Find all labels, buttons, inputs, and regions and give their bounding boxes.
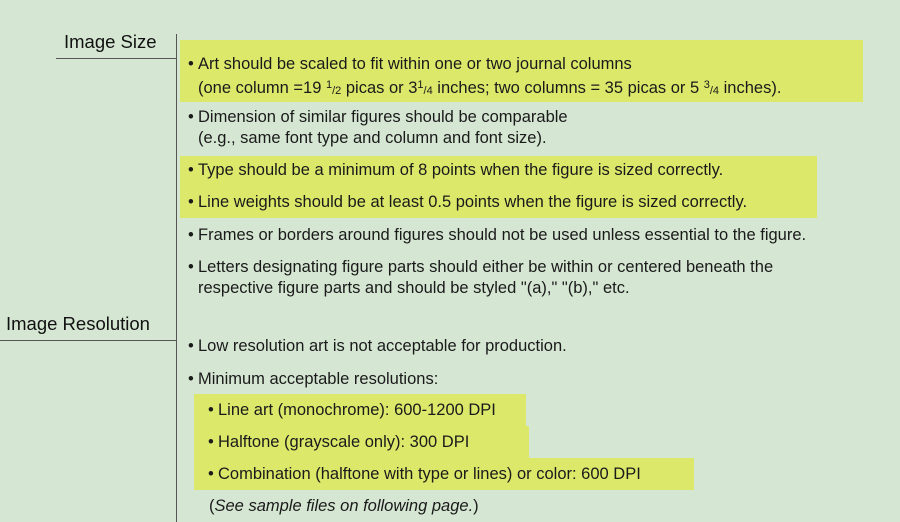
section-rule-image-resolution: [0, 340, 177, 341]
list-item: [188, 107, 568, 127]
list-item-text: Minimum acceptable resolutions:: [198, 370, 439, 388]
sub-list-item: [208, 464, 641, 484]
bullet: •: [208, 465, 214, 483]
list-item-text: Art should be scaled to fit within one or two journal columns: [198, 55, 632, 73]
fraction-denominator: /2: [332, 85, 342, 97]
bullet: •: [208, 433, 214, 451]
list-item-continuation: respective figure parts and should be styled "(a)," "(b)," etc.: [198, 279, 630, 297]
text-segment: ): [473, 497, 479, 515]
bullet: •: [208, 401, 214, 419]
note-text: [209, 496, 479, 516]
text-segment: inches).: [719, 79, 782, 97]
bullet: •: [188, 370, 194, 388]
fraction-denominator: /4: [423, 85, 433, 97]
fraction-numerator: 3: [703, 79, 710, 91]
list-item-text: Dimension of similar figures should be comparable: [198, 108, 568, 126]
list-item-text: Frames or borders around figures should not be used unless essential to the figure.: [198, 226, 807, 244]
vertical-divider: [176, 34, 177, 522]
fraction-numerator: 1: [325, 79, 333, 91]
list-item: [188, 160, 723, 180]
list-item: [188, 336, 567, 356]
text-segment: (one column =19: [198, 79, 326, 97]
sub-list-item: [208, 432, 469, 452]
text-segment: picas or 3: [341, 79, 418, 97]
list-item-text: Combination (halftone with type or lines) or color: 600 DPI: [218, 465, 641, 483]
list-item-text: Halftone (grayscale only): 300 DPI: [218, 433, 470, 451]
bullet: •: [188, 337, 194, 355]
list-item-text: Line art (monochrome): 600-1200 DPI: [218, 401, 496, 419]
bullet: •: [188, 193, 194, 211]
list-item: [188, 369, 438, 389]
fraction-numerator: 1: [417, 79, 424, 91]
section-title-image-size: Image Size: [64, 31, 157, 52]
bullet: •: [188, 55, 194, 73]
list-item-text: Letters designating figure parts should either be within or centered beneath the: [198, 258, 774, 276]
section-rule-image-size: [56, 58, 177, 59]
list-item-text: Low resolution art is not acceptable for production.: [198, 337, 567, 355]
list-item-continuation: (e.g., same font type and column and font size).: [198, 129, 547, 147]
list-item: [188, 225, 806, 245]
text-segment: (: [209, 497, 215, 515]
sub-list-item: [208, 400, 496, 420]
note-italic-text: See sample files on following page.: [214, 497, 474, 515]
section-title-image-resolution: Image Resolution: [6, 313, 150, 334]
bullet: •: [188, 258, 194, 276]
bullet: •: [188, 161, 194, 179]
list-item-text: Type should be a minimum of 8 points when the figure is sized correctly.: [198, 161, 724, 179]
fraction-denominator: /4: [709, 85, 720, 97]
list-item-text: Line weights should be at least 0.5 points when the figure is sized correctly.: [198, 193, 748, 211]
list-item: [188, 192, 747, 212]
bullet: •: [188, 226, 194, 244]
list-item-continuation: [198, 75, 781, 101]
list-item: [188, 257, 773, 277]
list-item: [188, 54, 632, 74]
text-segment: inches; two columns = 35 picas or 5: [432, 79, 704, 97]
bullet: •: [188, 108, 194, 126]
